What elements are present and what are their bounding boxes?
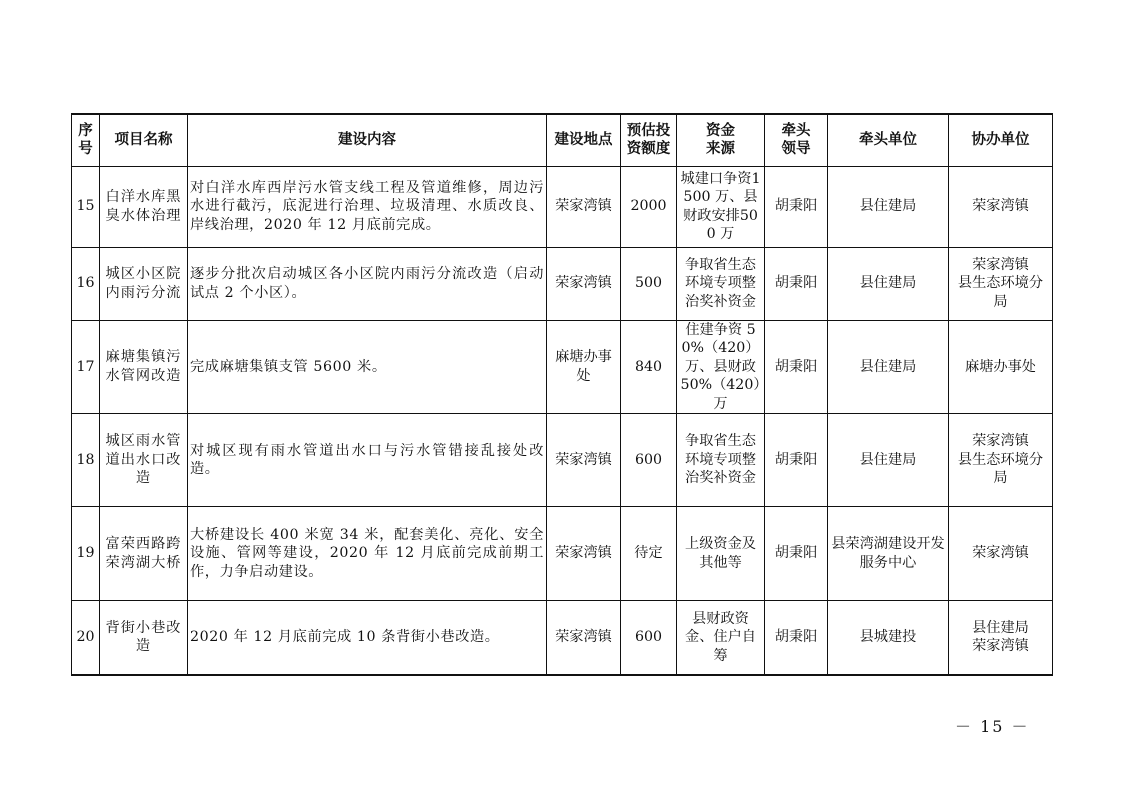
row-seq: 20 (72, 601, 100, 675)
row-investment: 2000 (621, 166, 677, 247)
row-content: 大桥建设长 400 米宽 34 米，配套美化、亮化、安全设施、管网等建设，2020 年 12 月底前完成前期工作，力争启动建设。 (188, 507, 547, 601)
row-name: 麻塘集镇污水管网改造 (100, 320, 188, 414)
row-leader: 胡秉阳 (765, 507, 828, 601)
row-funding: 住建争资 50%（420）万、县财政 50%（420）万 (677, 320, 765, 414)
row-location: 荣家湾镇 (547, 247, 621, 320)
row-assist-unit: 县住建局 荣家湾镇 (949, 601, 1053, 675)
row-investment: 840 (621, 320, 677, 414)
row-content: 完成麻塘集镇支管 5600 米。 (188, 320, 547, 414)
row-assist-unit: 麻塘办事处 (949, 320, 1053, 414)
table-row (72, 320, 1053, 414)
row-assist-unit: 荣家湾镇 (949, 166, 1053, 247)
row-seq: 19 (72, 507, 100, 601)
row-investment: 待定 (621, 507, 677, 601)
header-leader: 牵头 领导 (765, 114, 828, 166)
row-leader: 胡秉阳 (765, 247, 828, 320)
row-leader: 胡秉阳 (765, 601, 828, 675)
row-content: 对城区现有雨水管道出水口与污水管错接乱接处改造。 (188, 414, 547, 507)
table-row (72, 247, 1053, 320)
row-content: 逐步分批次启动城区各小区院内雨污分流改造（启动试点 2 个小区）。 (188, 247, 547, 320)
row-funding: 争取省生态环境专项整治奖补资金 (677, 414, 765, 507)
row-location: 荣家湾镇 (547, 414, 621, 507)
row-name: 城区小区院内雨污分流 (100, 247, 188, 320)
header-seq: 序 号 (72, 114, 100, 166)
row-location: 荣家湾镇 (547, 507, 621, 601)
header-location: 建设地点 (547, 114, 621, 166)
row-location: 荣家湾镇 (547, 166, 621, 247)
table-header-row (72, 114, 1053, 166)
row-content: 对白洋水库西岸污水管支线工程及管道维修，周边污水进行截污，底泥进行治理、垃圾清理、水质改良、岸线治理，2020 年 12 月底前完成。 (188, 166, 547, 247)
header-content: 建设内容 (188, 114, 547, 166)
row-lead-unit: 县住建局 (828, 320, 949, 414)
row-content: 2020 年 12 月底前完成 10 条背街小巷改造。 (188, 601, 547, 675)
row-name: 白洋水库黑臭水体治理 (100, 166, 188, 247)
row-lead-unit: 县住建局 (828, 414, 949, 507)
row-seq: 15 (72, 166, 100, 247)
row-assist-unit: 荣家湾镇 (949, 507, 1053, 601)
row-lead-unit: 县城建投 (828, 601, 949, 675)
row-name: 城区雨水管道出水口改造 (100, 414, 188, 507)
header-assist-unit: 协办单位 (949, 114, 1053, 166)
header-lead-unit: 牵头单位 (828, 114, 949, 166)
row-location: 荣家湾镇 (547, 601, 621, 675)
project-table (71, 113, 1053, 676)
row-funding: 上级资金及其他等 (677, 507, 765, 601)
row-leader: 胡秉阳 (765, 166, 828, 247)
row-investment: 500 (621, 247, 677, 320)
header-funding: 资金 来源 (677, 114, 765, 166)
row-lead-unit: 县住建局 (828, 166, 949, 247)
row-investment: 600 (621, 414, 677, 507)
header-name: 项目名称 (100, 114, 188, 166)
table-row (72, 601, 1053, 675)
row-funding: 城建口争资1500 万、县财政安排500 万 (677, 166, 765, 247)
row-seq: 18 (72, 414, 100, 507)
table-row (72, 507, 1053, 601)
row-lead-unit: 县住建局 (828, 247, 949, 320)
row-assist-unit: 荣家湾镇 县生态环境分局 (949, 414, 1053, 507)
row-seq: 17 (72, 320, 100, 414)
row-leader: 胡秉阳 (765, 414, 828, 507)
row-name: 富荣西路跨荣湾湖大桥 (100, 507, 188, 601)
row-name: 背街小巷改造 (100, 601, 188, 675)
header-investment: 预估投 资额度 (621, 114, 677, 166)
row-funding: 争取省生态环境专项整治奖补资金 (677, 247, 765, 320)
row-lead-unit: 县荣湾湖建设开发服务中心 (828, 507, 949, 601)
row-location: 麻塘办事处 (547, 320, 621, 414)
table-row (72, 414, 1053, 507)
row-assist-unit: 荣家湾镇 县生态环境分局 (949, 247, 1053, 320)
row-seq: 16 (72, 247, 100, 320)
table-row (72, 166, 1053, 247)
page-number: － 15 － (955, 717, 1030, 736)
row-investment: 600 (621, 601, 677, 675)
row-funding: 县财政资金、住户自筹 (677, 601, 765, 675)
row-leader: 胡秉阳 (765, 320, 828, 414)
